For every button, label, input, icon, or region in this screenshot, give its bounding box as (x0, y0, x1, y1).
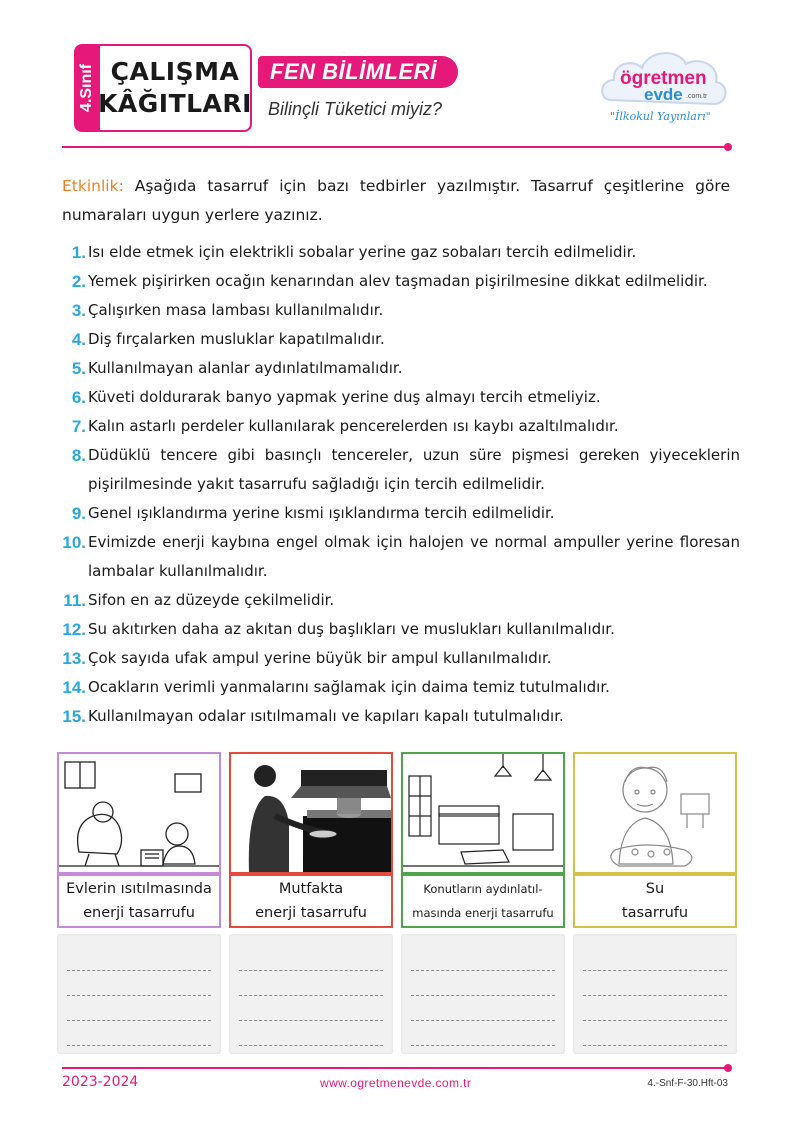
answer-area[interactable] (573, 934, 737, 1054)
item-text: Çalışırken masa lambası kullanılmalıdır. (88, 301, 384, 319)
item-number: 5. (71, 359, 86, 378)
list-item (56, 528, 740, 586)
title-line-2: KÂĞITLARI (98, 89, 252, 118)
item-number: 4. (71, 330, 86, 349)
list-item (56, 325, 740, 354)
list-item (56, 412, 740, 441)
answer-line[interactable] (411, 996, 555, 1021)
answer-line[interactable] (67, 946, 211, 971)
item-number: 11. (63, 591, 86, 610)
item-number: 12. (62, 620, 86, 639)
school-year: 2023-2024 (62, 1074, 139, 1090)
title-line-1: ÇALIŞMA (110, 57, 240, 86)
category-card-lighting (401, 752, 565, 1054)
logo-domain: .com.tr (686, 93, 708, 100)
logo-brand-bottom: evde (644, 85, 683, 104)
item-text: Sifon en az düzeyde çekilmelidir. (88, 591, 335, 609)
item-number: 14. (62, 678, 86, 697)
answer-line[interactable] (239, 1021, 383, 1046)
list-item (56, 644, 740, 673)
item-number: 9. (71, 504, 86, 523)
answer-line[interactable] (583, 1021, 727, 1046)
list-item (56, 267, 740, 296)
living-room-illustration (401, 752, 565, 874)
logo-slogan: "İlkokul Yayınları" (610, 110, 711, 123)
category-card-kitchen (229, 752, 393, 1054)
kitchen-scene-icon (231, 754, 391, 872)
list-item (56, 354, 740, 383)
item-text: Diş fırçalarken musluklar kapatılmalıdır. (88, 330, 385, 348)
kitchen-illustration (229, 752, 393, 874)
category-caption (573, 874, 737, 928)
activity-label: Etkinlik: (62, 177, 124, 195)
list-item (56, 238, 740, 267)
water-scene-icon (575, 754, 735, 872)
category-card-water (573, 752, 737, 1054)
caption-line-2: tasarrufu (621, 905, 689, 921)
grade-tab (74, 44, 100, 132)
answer-line[interactable] (583, 996, 727, 1021)
list-item (56, 586, 740, 615)
answer-line[interactable] (67, 1021, 211, 1046)
category-caption (229, 874, 393, 928)
logo-brand-top: ögretmen (620, 68, 707, 89)
item-number: 15. (62, 707, 86, 726)
item-number: 13. (62, 649, 86, 668)
answer-area[interactable] (57, 934, 221, 1054)
caption-line-2: masında enerji tasarrufu (412, 906, 554, 920)
item-text: Su akıtırken daha az akıtan duş başlıkları ve muslukları kullanılmalıdır. (88, 620, 615, 638)
item-number: 8. (71, 446, 86, 465)
activity-instruction (62, 172, 730, 230)
answer-line[interactable] (67, 971, 211, 996)
living-room-scene-icon (403, 754, 563, 872)
list-item (56, 702, 740, 731)
category-caption (57, 874, 221, 928)
item-number: 6. (71, 388, 86, 407)
answer-line[interactable] (411, 1021, 555, 1046)
water-illustration (573, 752, 737, 874)
caption-line-1: Konutların aydınlatıl- (423, 882, 543, 896)
measures-list (56, 238, 740, 731)
footer-divider (62, 1067, 728, 1069)
topic-title: Bilinçli Tüketici miyiz? (268, 99, 443, 119)
item-number: 1. (71, 243, 86, 262)
item-text: Isı elde etmek için elektrikli sobalar yerine gaz sobaları tercih edilmelidir. (88, 243, 637, 261)
answer-line[interactable] (239, 996, 383, 1021)
list-item (56, 383, 740, 412)
list-item (56, 673, 740, 702)
instruction-text: Aşağıda tasarruf için bazı tedbirler yazılmıştır. Tasarruf çeşitlerine göre numaraları uygun yerlere yazınız. (62, 177, 730, 224)
item-number: 7. (71, 417, 86, 436)
answer-line[interactable] (67, 996, 211, 1021)
item-text: Kullanılmayan odalar ısıtılmamalı ve kapıları kapalı tutulmalıdır. (88, 707, 564, 725)
caption-line-1: Su (645, 881, 665, 897)
grade-label: 4.Sınıf (78, 63, 96, 113)
item-text: Küveti doldurarak banyo yapmak yerine duş almayı tercih etmeliyiz. (88, 388, 601, 406)
subject-banner: FEN BİLİMLERİ (258, 56, 458, 88)
caption-line-1: Evlerin ısıtılmasında (66, 881, 212, 897)
heating-scene-icon (59, 754, 219, 872)
item-text: Düdüklü tencere gibi basınçlı tencereler, uzun süre pişmesi gereken yiyeceklerin pişirilmesinde yakıt tasarrufu sağladığı için tercih edilmelidir. (88, 446, 740, 493)
item-text: Genel ışıklandırma yerine kısmi ışıklandırma tercih edilmelidir. (88, 504, 555, 522)
category-caption (401, 874, 565, 928)
answer-line[interactable] (583, 946, 727, 971)
publisher-logo (596, 40, 732, 132)
item-text: Kalın astarlı perdeler kullanılarak pencerelerden ısı kaybı azaltılmalıdır. (88, 417, 619, 435)
answer-line[interactable] (411, 971, 555, 996)
item-text: Kullanılmayan alanlar aydınlatılmamalıdır. (88, 359, 403, 377)
item-text: Ocakların verimli yanmalarını sağlamak için daima temiz tutulmalıdır. (88, 678, 610, 696)
category-card-heating (57, 752, 221, 1054)
caption-line-2: enerji tasarrufu (255, 905, 367, 921)
item-text: Yemek pişirirken ocağın kenarından alev taşmadan pişirilmesine dikkat edilmelidir. (88, 272, 708, 290)
caption-line-1: Mutfakta (278, 881, 344, 897)
answer-line[interactable] (411, 946, 555, 971)
item-number: 10. (62, 533, 86, 552)
list-item (56, 615, 740, 644)
header-divider (62, 146, 728, 148)
answer-area[interactable] (229, 934, 393, 1054)
caption-line-2: enerji tasarrufu (83, 905, 195, 921)
website-link[interactable]: www.ogretmenevde.com.tr (320, 1076, 472, 1090)
list-item (56, 499, 740, 528)
list-item (56, 296, 740, 325)
worksheet-title-box (100, 44, 252, 132)
answer-line[interactable] (239, 946, 383, 971)
item-text: Çok sayıda ufak ampul yerine büyük bir ampul kullanılmalıdır. (88, 649, 552, 667)
answer-line[interactable] (239, 971, 383, 996)
item-number: 3. (71, 301, 86, 320)
heating-illustration (57, 752, 221, 874)
answer-line[interactable] (583, 971, 727, 996)
answer-area[interactable] (401, 934, 565, 1054)
item-number: 2. (71, 272, 86, 291)
worksheet-code: 4.-Snf-F-30.Hft-03 (647, 1078, 728, 1089)
list-item (56, 441, 740, 499)
item-text: Evimizde enerji kaybına engel olmak için halojen ve normal ampuller yerine floresan lambalar kullanılmalıdır. (88, 533, 740, 580)
